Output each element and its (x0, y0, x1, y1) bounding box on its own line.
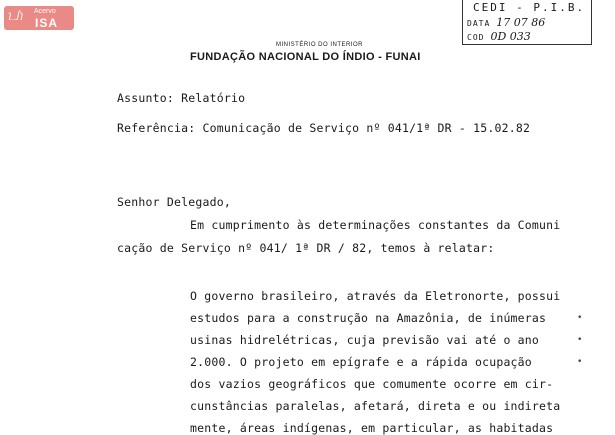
logo-acervo-text: Acervo (34, 8, 56, 15)
paragraph-line-4: 2.000. O projeto em epígrafe e a rápida ocupação (190, 355, 532, 369)
stamp-cod-row (467, 30, 531, 43)
acervo-isa-logo (4, 6, 74, 30)
paragraph-line-5: dos vazios geográficos que comumente ocorre em cir- (190, 377, 554, 391)
salutation: Senhor Delegado, (117, 195, 231, 209)
paragraph-line-7: mente, áreas indígenas, em particular, as habitadas (190, 421, 554, 435)
paragraph-line-6: cunstâncias paralelas, afetará, direta e ou indireta (190, 399, 561, 413)
stamp-date-row (467, 16, 545, 29)
stamp-cod-value: 0D 033 (490, 30, 531, 43)
subject-line: Assunto: Relatório (117, 91, 246, 105)
stamp-cod-label: COD (467, 33, 485, 42)
margin-mark: • (577, 357, 583, 367)
reference-line: Referência: Comunicação de Serviço nº 041/1ª DR - 15.02.82 (117, 121, 531, 135)
stamp-date-label: DATA (467, 19, 491, 28)
intro-line-2: cação de Serviço nº 041/ 1ª DR / 82, temos à relatar: (117, 241, 495, 255)
margin-mark: • (577, 335, 583, 345)
stamp-date-value: 17 07 86 (496, 16, 546, 29)
logo-signature: ɿ_ʃɿ (8, 10, 24, 21)
paragraph-line-3: usinas hidrelétricas, cuja previsão vai até o ano (190, 333, 540, 347)
margin-mark: • (577, 313, 583, 323)
logo-isa-text: ISA (35, 16, 59, 30)
paragraph-line-2: estudos para a construção na Amazônia, de inúmeras (190, 311, 547, 325)
stamp-title: CEDI - P.I.B. (473, 1, 586, 14)
paragraph-line-1: O governo brasileiro, através da Eletronorte, possui (190, 289, 561, 303)
intro-line-1: Em cumprimento às determinações constantes da Comuni (190, 218, 561, 232)
archive-stamp (462, 0, 592, 45)
ministry-heading: MINISTÉRIO DO INTERIOR (276, 42, 364, 48)
foundation-heading: FUNDAÇÃO NACIONAL DO ÍNDIO - FUNAI (190, 51, 421, 63)
